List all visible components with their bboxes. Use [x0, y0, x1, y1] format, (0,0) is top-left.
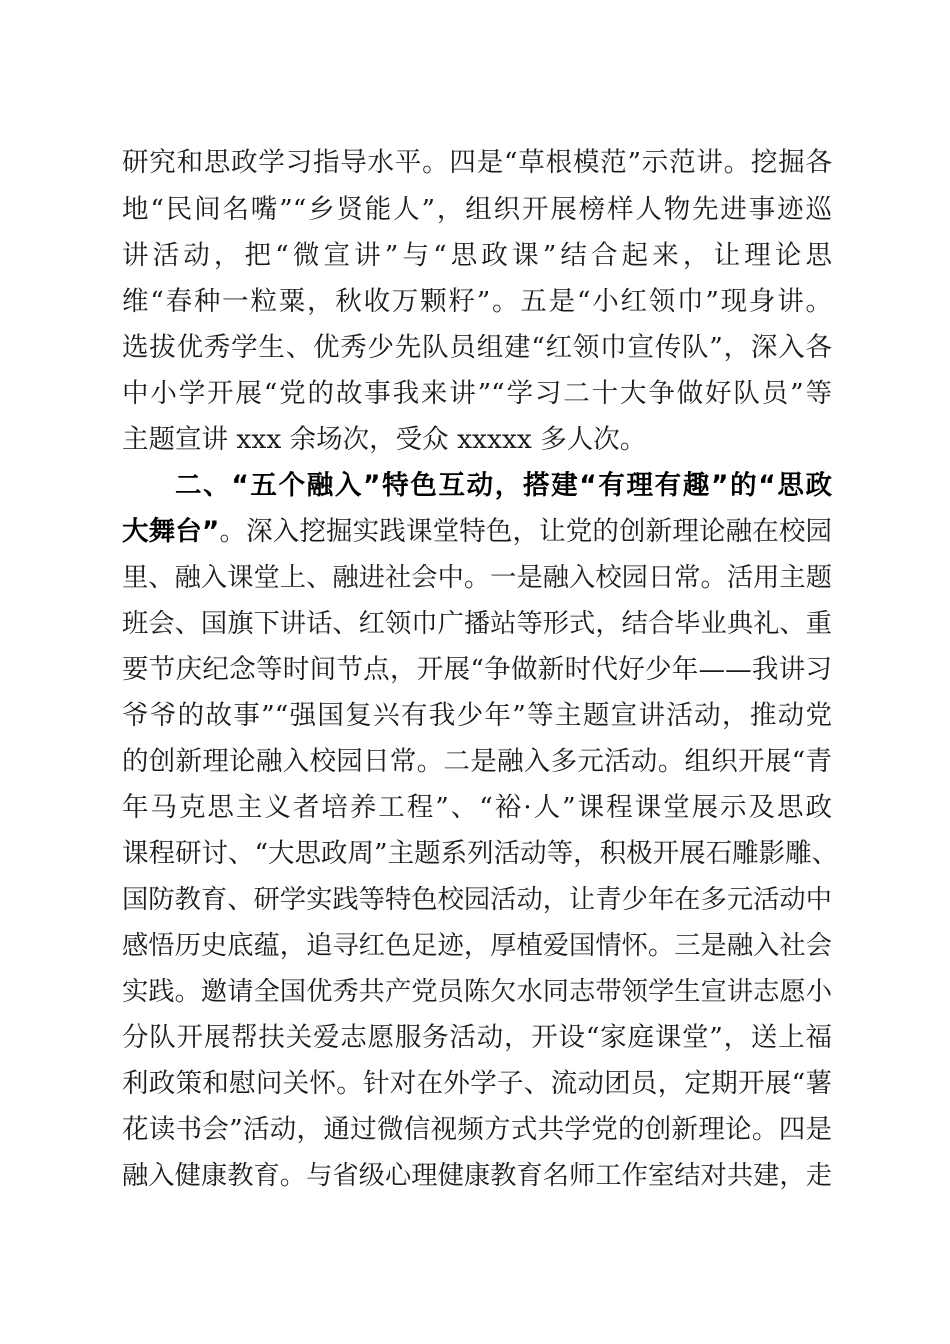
paragraph-line: 分队开展帮扶关爱志愿服务活动，开设“家庭课堂”，送上福 — [122, 1022, 832, 1053]
paragraph-line: 的创新理论融入校园日常。二是融入多元活动。组织开展“青 — [122, 746, 832, 777]
paragraph-line: 讲活动，把“微宣讲”与“思政课”结合起来，让理论思 — [122, 240, 832, 271]
paragraph-line: 利政策和慰问关怀。针对在外学子、流动团员，定期开展“薯 — [122, 1068, 832, 1099]
paragraph-line: 实践。邀请全国优秀共产党员陈欠水同志带领学生宣讲志愿小 — [122, 977, 832, 1007]
paragraph-line: 感悟历史底蕴，追寻红色足迹，厚植爱国情怀。三是融入社会 — [122, 931, 832, 961]
paragraph-line: 爷爷的故事”“强国复兴有我少年”等主题宣讲活动，推动党 — [122, 700, 832, 731]
paragraph-line: 研究和思政学习指导水平。四是“草根模范”示范讲。挖掘各 — [122, 147, 832, 178]
section-heading-continuation — [122, 510, 832, 554]
paragraph-line: 主题宣讲 xxx 余场次，受众 xxxxx 多人次。 — [122, 424, 647, 455]
paragraph-line: 中小学开展“党的故事我来讲”“学习二十大争做好队员”等 — [122, 378, 832, 409]
section-heading: 二、“五个融入”特色互动，搭建“有理有趣”的“思政 — [175, 470, 832, 501]
paragraph-line: 里、融入课堂上、融进社会中。一是融入校园日常。活用主题 — [122, 563, 832, 593]
paragraph-line: 课程研讨、“大思政周”主题系列活动等，积极开展石雕影雕、 — [122, 838, 839, 869]
paragraph-line: 地“民间名嘴”“乡贤能人”，组织开展榜样人物先进事迹巡 — [122, 194, 832, 225]
paragraph-line: 班会、国旗下讲话、红领巾广播站等形式，结合毕业典礼、重 — [122, 609, 832, 639]
paragraph-line: 融入健康教育。与省级心理健康教育名师工作室结对共建，走 — [122, 1161, 832, 1191]
paragraph-line: 要节庆纪念等时间节点，开展“争做新时代好少年——我讲习 — [122, 654, 832, 685]
paragraph-line: 维“春种一粒粟，秋收万颗籽”。五是“小红领巾”现身讲。 — [122, 286, 832, 317]
paragraph-line: 花读书会”活动，通过微信视频方式共学党的创新理论。四是 — [122, 1114, 832, 1145]
paragraph-line: 年马克思主义者培养工程”、“裕·人”课程课堂展示及思政 — [122, 792, 832, 823]
section-heading-tail: 大舞台” — [122, 516, 220, 547]
paragraph-line: 国防教育、研学实践等特色校园活动，让青少年在多元活动中 — [122, 885, 832, 915]
paragraph-line: 选拔优秀学生、优秀少先队员组建“红领巾宣传队”，深入各 — [122, 332, 832, 363]
paragraph-text: 。深入挖掘实践课堂特色，让党的创新理论融在校园 — [219, 516, 833, 547]
